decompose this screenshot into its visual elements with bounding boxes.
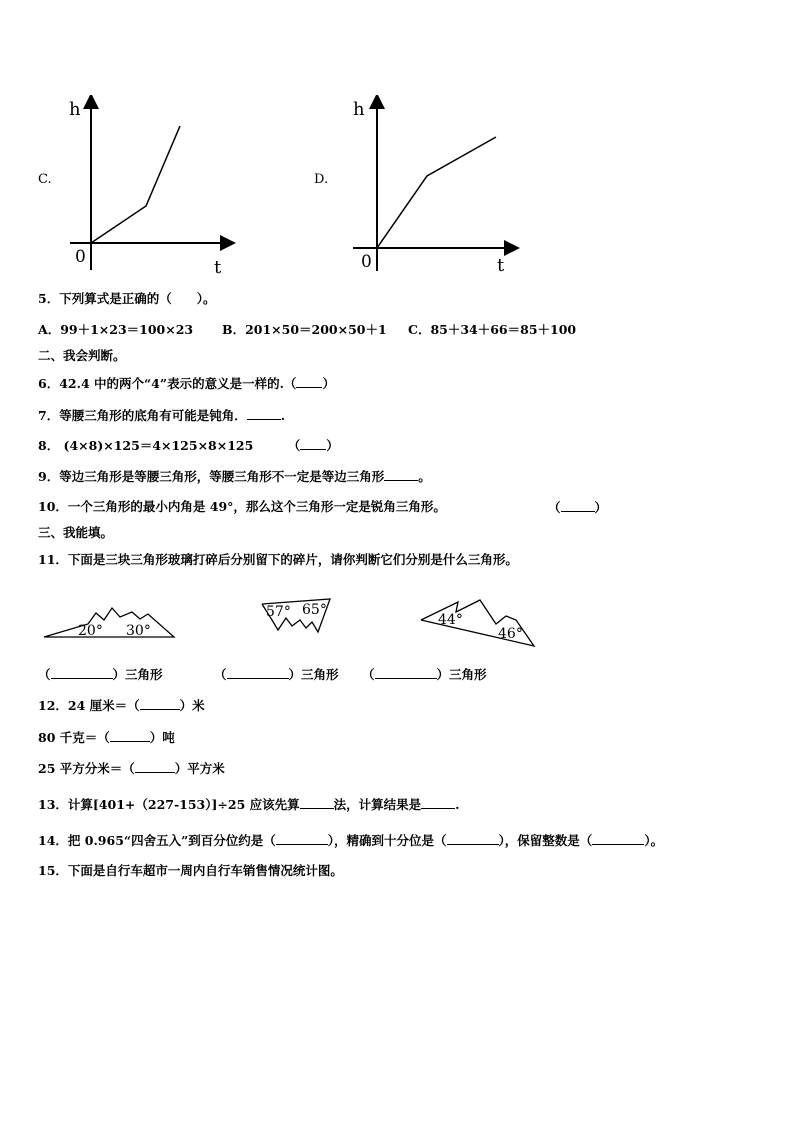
graph-c-h-label: h [69,99,81,120]
glass-fragment-2 [258,596,334,636]
q12-blank-2[interactable] [110,729,150,742]
graph-d-origin: 0 [361,252,372,272]
q6-blank[interactable] [296,375,322,388]
section-3-heading: 三、我能填。 [38,525,114,540]
q9-blank[interactable] [384,468,418,481]
q5-option-a: A．99＋1×23＝100×23 [38,322,194,337]
fragment-1-angle-1: 20° [78,623,103,639]
q11-blank-2[interactable] [227,666,289,679]
fragment-2-angle-1: 57° [266,604,291,620]
q13-blank-2[interactable] [421,796,455,809]
q7-blank[interactable] [247,407,281,420]
graph-c-t-label: t [214,257,222,278]
q14: 14．把 0.965“四舍五入”到百分位约是（ ），精确到十分位是（ ），保留整数是（ ）。 [38,833,664,848]
q13: 13．计算[401+（227-153）]÷25 应该先算 法，计算结果是 . [38,797,460,812]
q10-close: ） [594,500,608,515]
q8-open: （ [287,438,301,453]
q9-text: 9．等边三角形是等腰三角形，等腰三角形不一定是等边三角形 [38,469,385,484]
q5-option-c: C．85＋34＋66＝85＋100 [408,322,577,337]
q11-stem: 11．下面是三块三角形玻璃打碎后分别留下的碎片，请你判断它们分别是什么三角形。 [38,552,518,567]
q14-blank-1[interactable] [276,832,328,845]
fragment-1-angle-2: 30° [126,623,151,639]
q15: 15．下面是自行车超市一周内自行车销售情况统计图。 [38,863,343,878]
graph-d-t-label: t [497,255,505,276]
q10-text: 10．一个三角形的最小内角是 49°，那么这个三角形一定是锐角三角形。 [38,499,446,514]
q9-end: 。 [418,469,431,484]
q10-blank[interactable] [561,499,595,512]
glass-fragment-1 [40,605,178,641]
q9 [38,468,431,485]
graph-d [345,95,525,280]
q7 [38,407,285,424]
q14-blank-3[interactable] [592,832,644,845]
q5-option-b: B．201×50＝200×50＋1 [222,322,387,337]
option-c-label: C. [38,172,52,187]
q8-text: 8． (4×8)×125＝4×125×8×125 [38,438,254,453]
q11-blank-3[interactable] [375,666,437,679]
q6-text: 6．42.4 中的两个“4”表示的意义是一样的.（ [38,376,297,391]
graph-c [60,95,240,280]
q8 [38,437,339,454]
graph-d-h-label: h [353,99,365,120]
q12-line-1: 12．24 厘米＝（ ）米 [38,698,205,713]
q13-blank-1[interactable] [300,796,334,809]
graph-d-curve [377,137,496,248]
graph-c-curve [91,126,180,243]
q10 [38,499,446,515]
fragment-3-angle-1: 44° [438,612,463,628]
q11-answer-1: （ ）三角形 [38,667,163,682]
graph-c-origin: 0 [75,247,86,267]
fragment-2-angle-2: 65° [302,602,327,618]
q5-stem: 5．下列算式是正确的（ ）。 [38,291,216,306]
q12-line-2: 80 千克＝（ ）吨 [38,730,175,745]
option-d-label: D. [314,172,329,187]
q10-answer [548,499,607,516]
section-2-heading: 二、我会判断。 [38,348,126,363]
q12-blank-1[interactable] [140,697,180,710]
glass-fragment-3 [418,594,538,650]
q11-answer-3: （ ）三角形 [362,667,487,682]
q10-open: （ [548,500,561,515]
q6-close: ） [322,376,335,391]
q12-blank-3[interactable] [135,760,175,773]
q7-text: 7．等腰三角形的底角有可能是钝角． [38,408,247,423]
q11-blank-1[interactable] [51,666,113,679]
q8-close: ） [326,438,339,453]
q7-end: . [280,408,286,423]
q11-answer-2: （ ）三角形 [214,667,339,682]
q14-blank-2[interactable] [447,832,499,845]
q6 [38,375,335,392]
q8-blank[interactable] [300,437,326,450]
fragment-3-angle-2: 46° [498,626,523,642]
q12-line-3: 25 平方分米＝（ ）平方米 [38,761,225,776]
